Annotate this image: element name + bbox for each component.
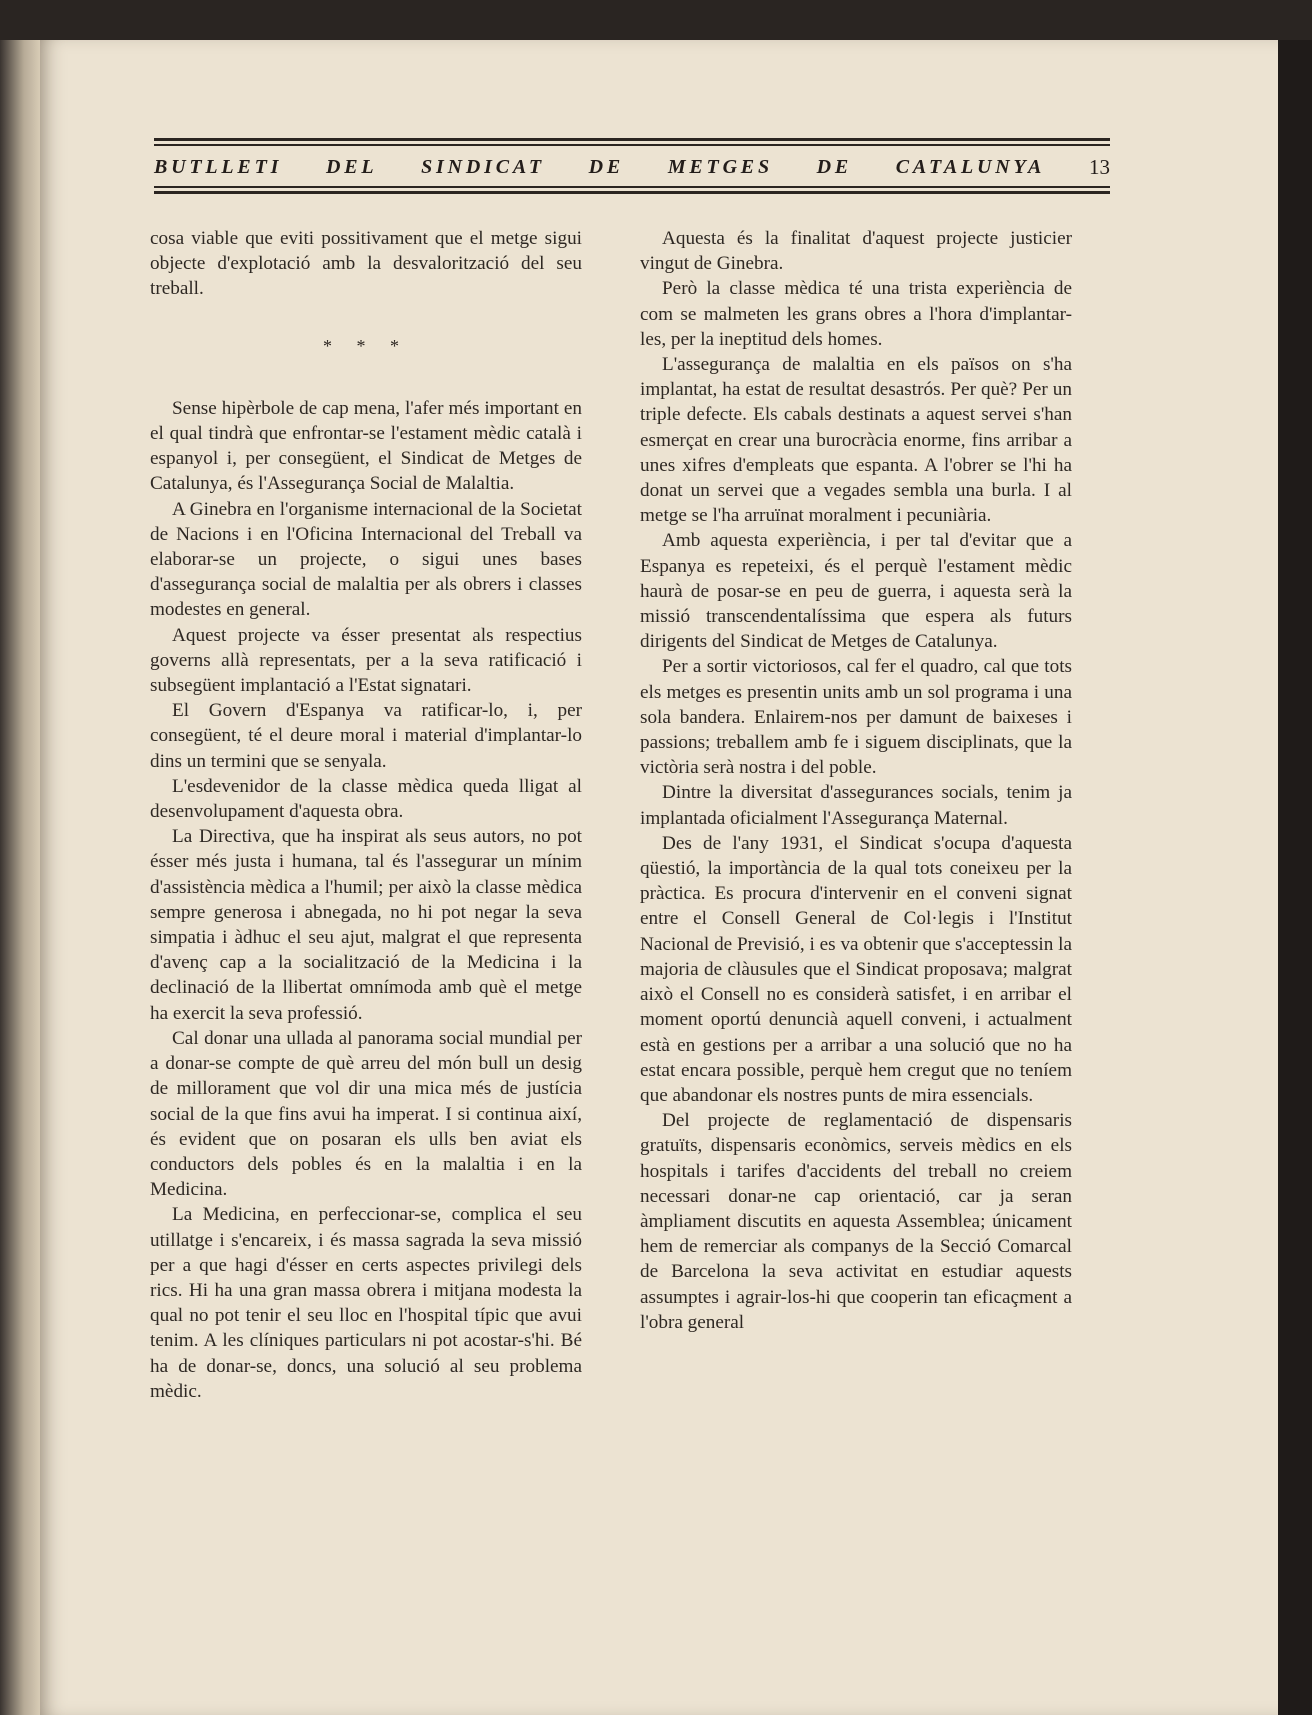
paragraph: L'esdevenidor de la classe mèdica queda lligat al desenvolupament d'aquesta obra. [150, 775, 582, 823]
section-separator: * * * [323, 335, 409, 356]
paragraph: Des de l'any 1931, el Sindicat s'ocupa d'aquesta qüestió, la importància de la qual tots coneixeu per la pràctica. Es procura d'intervenir en el conveni signat entre el Consell General de Col·legis i l'Institut Nacional de Previsió, i es va obtenir que s'acceptessin la majoria de clàusules que el Sindicat proposava; malgrat això el Consell no es considerà satisfet, i en arribar el moment oportú denuncià aquell conveni, i actualment està en gestions per a arribar a una solució que no ha estat encara possible, perquè hem cregut que no teníem que abandonar els nostres punts de mira essencials. [640, 832, 1072, 1106]
paragraph: Per a sortir victoriosos, cal fer el quadro, cal que tots els metges es presentin units amb un sol programa i una sola bandera. Enlairem-nos per damunt de baixeses i passions; treballem amb fe i siguem disciplinats, que la victòria serà nostra i del poble. [640, 656, 1072, 779]
left-page-edge [0, 40, 40, 1715]
header-word: DEL [325, 155, 378, 178]
paragraph: La Directiva, que ha inspirat als seus autors, no pot ésser més justa i humana, tal és l'assegurar un mínim d'assistència mèdica a l'humil; per això la classe mèdica sempre generosa i abnegada, no hi pot negar la seva simpatia i àdhuc el seu ajut, malgrat el que representa d'avenç cap a la socialització de la Medicina i la declinació de la llibertat omnímoda amb què el metge ha exercit la seva professió. [150, 826, 582, 1024]
header-title [154, 150, 1110, 184]
paragraph: cosa viable que eviti possitivament que el metge sigui objecte d'explotació amb la desvalorització del seu treball. [150, 228, 582, 300]
header-rule-top-thin [154, 144, 1110, 146]
header-word: CATALUNYA [895, 155, 1046, 178]
header-word: DE [816, 155, 853, 178]
paragraph: Però la classe mèdica té una trista experiència de com se malmeten les grans obres a l'hora d'implantar-les, per la ineptitud dels homes. [640, 278, 1072, 350]
paragraph: Dintre la diversitat d'assegurances socials, tenim ja implantada oficialment l'Assegurança Maternal. [640, 782, 1072, 829]
right-background [1278, 40, 1312, 1715]
header-word: METGES [667, 155, 773, 178]
right-column [640, 226, 1072, 1335]
paragraph: Sense hipèrbole de cap mena, l'afer més important en el qual tindrà que enfrontar-se l'estament mèdic català i espanyol i, per consegüent, el Sindicat de Metges de Catalunya, és l'Assegurança Social de Malaltia. [150, 397, 582, 495]
header-rule-bottom-thin [154, 186, 1110, 188]
paragraph: La Medicina, en perfeccionar-se, complica el seu utillatge i s'encareix, i és massa sagrada la seva missió per a que hagi d'ésser en certs aspectes privilegi dels rics. Hi ha una gran massa obrera i mitjana modesta la qual no pot tenir el seu lloc en l'hospital típic que avui tenim. A les clíniques particulars ni pot acostar-s'hi. Bé ha de donar-se, doncs, una solució al seu problema mèdic. [150, 1204, 582, 1402]
paragraph: A Ginebra en l'organisme internacional de la Societat de Nacions i en l'Oficina Internacional del Treball va elaborar-se un projecte, o sigui unes bases d'assegurança social de malaltia per als obrers i classes modestes en general. [150, 498, 582, 621]
paragraph: L'assegurança de malaltia en els països on s'ha implantat, ha estat de resultat desastrós. Per què? Per un triple defecte. Els cabals destinats a aquest servei s'han esmerçat en crear una burocràcia enorme, fins arribar a unes xifres d'empleats que espanta. A l'obrer se l'hi ha donat un servei que a vegades sembla una burla. I al metge se l'ha arruïnat moralment i pecuniària. [640, 354, 1072, 527]
header-word: SINDICAT [421, 155, 545, 178]
paragraph: El Govern d'Espanya va ratificar-lo, i, per consegüent, té el deure moral i material d'implantar-lo dins un termini que se senyala. [150, 700, 582, 772]
header-rule-top [154, 138, 1110, 141]
paragraph: Amb aquesta experiència, i per tal d'evitar que a Espanya es repeteixi, és el perquè l'estament mèdic haurà de posar-se en peu de guerra, i aquesta serà la missió transcendentalíssima que espera als futurs dirigents del Sindicat de Metges de Catalunya. [640, 530, 1072, 653]
paragraph: Aquesta és la finalitat d'aquest projecte justicier vingut de Ginebra. [640, 228, 1072, 275]
paragraph: Aquest projecte va ésser presentat als respectius governs allà representats, per a la seva ratificació i subsegüent implantació a l'Estat signatari. [150, 624, 582, 697]
left-column [150, 226, 582, 1404]
page-number: 13 [1088, 154, 1110, 179]
running-header [110, 96, 1110, 202]
paragraph: Del projecte de reglamentació de dispensaris gratuïts, dispensaris econòmics, serveis mèdics en els hospitals i tarifes d'accidents del treball no creiem necessari donar-ne cap orientació, car ja seran àmpliament discutits en aquesta Assemblea; únicament hem de remerciar als companys de la Secció Comarcal de Barcelona la seva activitat en estudiar aquests assumptes i agrair-los-hi que cooperin tan eficaçment a l'obra general [640, 1110, 1072, 1333]
paragraph: Cal donar una ullada al panorama social mundial per a donar-se compte de què arreu del món bull un desig de millorament que vol dir una mica més de justícia social de la que fins avui ha imperat. I si continua així, és evident que on posaran els ulls ben aviat els conductors dels pobles és en la malaltia i en la Medicina. [150, 1027, 582, 1201]
header-word: BUTLLETI [154, 155, 283, 178]
header-rule-bottom [154, 191, 1110, 194]
header-word: DE [588, 155, 625, 178]
